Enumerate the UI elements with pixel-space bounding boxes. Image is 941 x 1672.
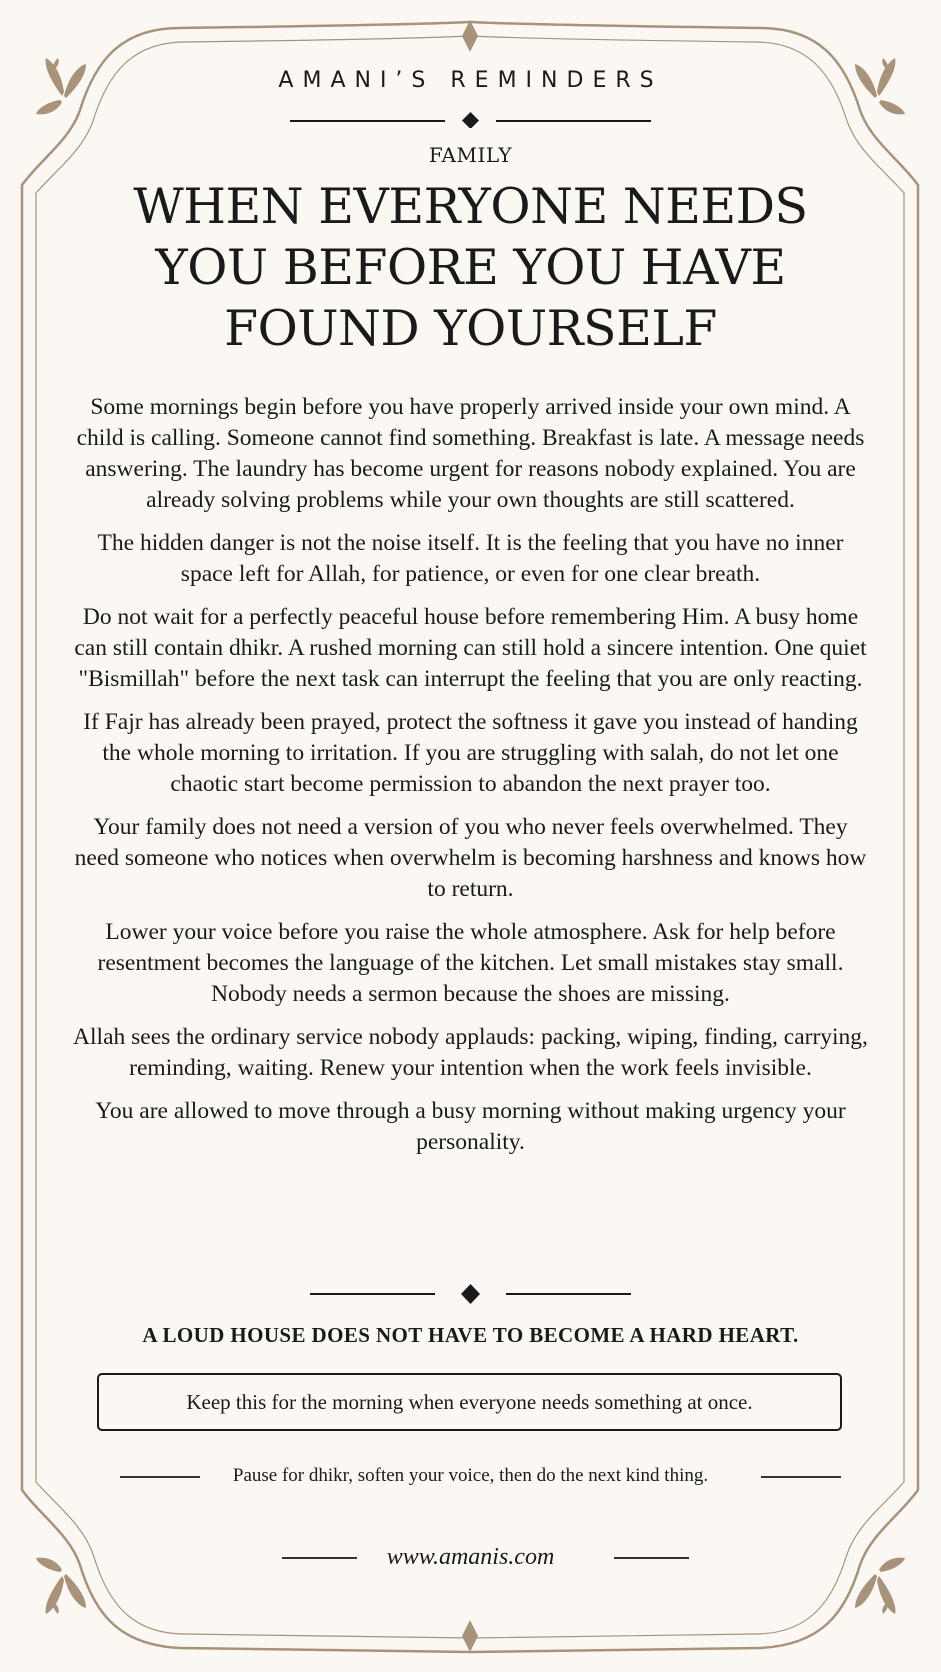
diamond-icon xyxy=(461,1284,480,1304)
paragraph: Lower your voice before you raise the whole atmosphere. Ask for help before resentment becomes the language of the kitchen. Let small mistakes stay small. Nobody needs a sermon because the shoes are missing. xyxy=(97,919,844,1007)
diamond-icon xyxy=(462,1620,478,1652)
page-title xyxy=(70,176,871,359)
paragraph: Allah sees the ordinary service nobody applauds: packing, wiping, finding, carrying, reminding, waiting. Renew your intention when the work feels invisible. xyxy=(73,1024,868,1081)
paragraph: The hidden danger is not the noise itself. It is the feeling that you have no inner space left for Allah, for patience, or even for one clear breath. xyxy=(97,530,844,587)
paragraph: Do not wait for a perfectly peaceful house before remembering Him. A busy home can still contain dhikr. A rushed morning can still hold a sincere intention. One quiet "Bismillah" before the next task can interrupt the feeling that you are only reacting. xyxy=(74,604,867,692)
paragraph: If Fajr has already been prayed, protect the softness it gave you instead of handing the whole morning to irritation. If you are struggling with salah, do not let one chaotic start become permission to abandon the next prayer too. xyxy=(83,709,858,797)
url-row xyxy=(70,1540,871,1574)
pause-note: Pause for dhikr, soften your voice, then do the next kind thing. xyxy=(232,1465,709,1486)
motto-heading: A LOUD HOUSE DOES NOT HAVE TO BECOME A HARD HEART. xyxy=(142,1323,799,1347)
website-url: www.amanis.com xyxy=(386,1544,555,1570)
diamond-icon xyxy=(462,20,478,52)
pause-note-row xyxy=(70,1461,871,1491)
keep-note-box xyxy=(97,1373,842,1431)
keep-note-text: Keep this for the morning when everyone needs something at once. xyxy=(186,1390,753,1414)
rule-right xyxy=(761,1476,841,1478)
body-text xyxy=(70,392,871,1170)
title-line: WHEN EVERYONE NEEDS xyxy=(133,178,808,235)
brand-title: AMANI’S REMINDERS xyxy=(278,68,663,93)
diamond-icon xyxy=(462,112,479,128)
rule-right xyxy=(614,1557,689,1559)
paragraph: You are allowed to move through a busy morning without making urgency your personality. xyxy=(95,1098,846,1155)
title-line: FOUND YOURSELF xyxy=(224,300,717,357)
header-divider xyxy=(290,112,651,128)
paragraph: Your family does not need a version of you who never feels overwhelmed. They need someone who notices when overwhelm is becoming harshness and knows how to return. xyxy=(74,814,867,902)
section-divider xyxy=(310,1282,631,1306)
category-label: FAMILY xyxy=(428,143,513,167)
title-line: YOU BEFORE YOU HAVE xyxy=(155,239,786,296)
paragraph: Some mornings begin before you have properly arrived inside your own mind. A child is calling. Someone cannot find something. Breakfast is late. A message needs answering. The laundry has become urgent for reasons nobody explained. You are already solving problems while your own thoughts are still scattered. xyxy=(76,394,865,513)
